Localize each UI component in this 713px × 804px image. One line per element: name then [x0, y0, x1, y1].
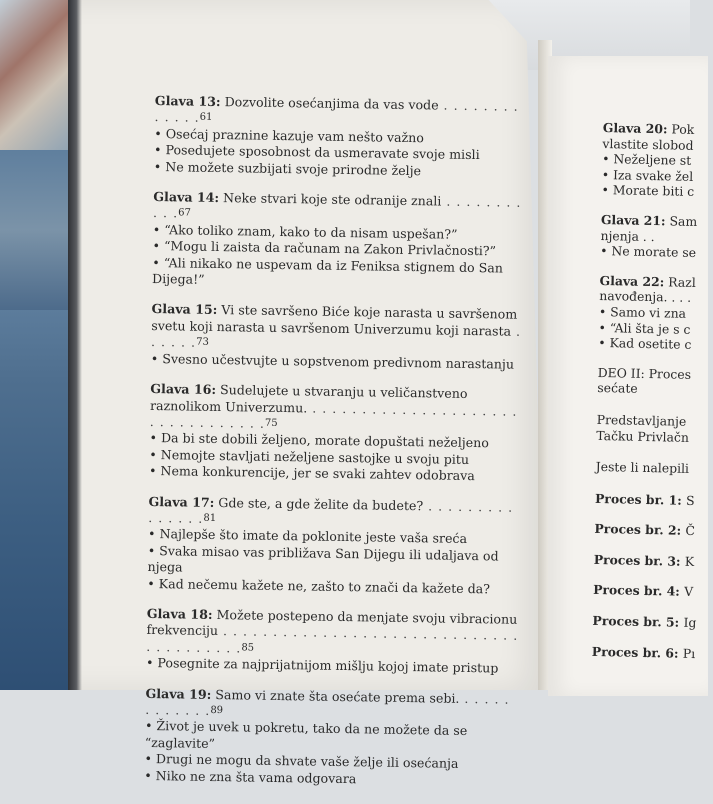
chapter-label: Glava 22:	[599, 272, 665, 290]
chapter-label: Glava 21:	[600, 211, 666, 229]
chapter-subtopic: • Iza svake žel	[602, 167, 712, 185]
page-number: 67	[178, 207, 191, 220]
chapter-heading	[150, 381, 523, 436]
process-entry-5	[592, 613, 702, 631]
process-title: K	[684, 553, 695, 569]
chapter-title: Samo vi znate šta osećate prema sebi.	[215, 686, 460, 706]
toc-chapter-17	[147, 493, 521, 597]
dot-leader: . . . . . . . . . . . . . . . . . . . . . . . . . . . . . . . . .	[149, 399, 518, 431]
chapter-title: Vi ste savršeno Biće koje narasta u savršenom svetu koji narasta u savršenom Univerzumu koji narasta	[151, 302, 518, 339]
section-title	[597, 365, 708, 398]
intro-entry	[596, 412, 707, 445]
process-title: Pı	[682, 645, 696, 661]
chapter-title: Dozvolite osećanjima da vas vode	[224, 94, 439, 113]
dot-leader: . . . . . .	[150, 323, 522, 350]
process-entry-6	[592, 644, 702, 662]
chapter-label: Glava 19:	[145, 685, 212, 702]
chapter-subtopic: • Osećaj praznine kazuje vam nešto važno	[154, 126, 526, 148]
page-number: 61	[199, 112, 213, 124]
chapter-title-continued: vlastite slobod	[602, 135, 694, 153]
chapter-subtopic: • Kad nečemu kažete ne, zašto to znači da kažete da?	[147, 576, 519, 598]
process-label: Proces br. 3:	[593, 551, 681, 569]
chapter-heading	[154, 93, 526, 132]
chapter-subtopic: • Svaka misao vas približava San Dijegu ili udaljava od njega	[147, 543, 519, 582]
process-title: S	[685, 492, 695, 508]
process-label: Proces br. 4:	[593, 582, 681, 600]
chapter-subtopic: • Posegnite za najprijatnijom mišlju kojoj imate pristup	[146, 655, 518, 677]
toc-chapter-18	[146, 606, 519, 677]
toc-chapter-22	[598, 273, 710, 353]
dot-leader: . . . . . . . . . . .	[152, 193, 522, 221]
toc-chapter-21	[600, 212, 711, 261]
toc-chapter-16	[149, 381, 523, 485]
toc-chapter-19	[144, 686, 518, 790]
page-number: 75	[264, 417, 278, 429]
process-title: V	[684, 584, 694, 600]
chapter-subtopic: • Drugi ne mogu da shvate vaše želje ili osećanja	[144, 751, 516, 773]
page-number: 85	[241, 642, 255, 654]
process-entry-2	[594, 521, 704, 539]
process-label: Proces br. 2:	[594, 521, 682, 539]
chapter-subtopic: • Da bi ste dobili željeno, morate dopuštati neželjeno	[149, 430, 521, 452]
chapter-subtopic: • Najlepše što imate da poklonite jeste vaša sreća	[148, 526, 520, 548]
dot-leader: . . . . . . . . . . . . .	[154, 97, 519, 126]
chapter-label: Glava 15:	[151, 301, 218, 318]
chapter-title: Pok	[671, 121, 695, 137]
chapter-label: Glava 13:	[154, 93, 221, 110]
chapter-label: Glava 17:	[148, 493, 215, 510]
chapter-subtopic: • Kad osetite c	[598, 335, 708, 353]
chapter-title: Neke stvari koje ste odranije znali	[223, 190, 442, 209]
chapter-subtopic: • Ne morate se	[600, 243, 710, 261]
chapter-subtopic: • Posedujete sposobnost da usmeravate svoje misli	[154, 142, 526, 164]
table-of-contents-left	[144, 93, 527, 804]
page-number: 89	[210, 704, 224, 717]
chapter-title: Sudelujete u stvaranju u veličanstveno raznolikom Univerzumu.	[149, 382, 468, 415]
dot-leader: . . . . . . . . . . . . . . . . . . . . . . . . . . . . . . . . . . . . . . . .	[146, 623, 519, 656]
chapter-title: Gde ste, a gde želite da budete?	[218, 494, 424, 513]
process-label: Proces br. 6:	[591, 643, 679, 661]
chapter-subtopic: • Niko ne zna šta vama odgovara	[144, 768, 516, 790]
chapter-subtopic: • “Ako toliko znam, kako to da nisam uspešan?”	[153, 222, 525, 244]
toc-chapter-15	[151, 301, 524, 372]
intro-line: Tačku Privlačn	[596, 427, 690, 445]
process-entry-4	[593, 582, 703, 600]
toc-chapter-20	[601, 120, 713, 200]
chapter-title-continued: navođenja. . . .	[599, 288, 692, 306]
chapter-subtopic: • Svesno učestvujte u sopstvenom predivnom narastanju	[151, 351, 523, 373]
process-entry-1	[595, 491, 705, 509]
chapter-subtopic: • “Ali šta je s c	[598, 319, 708, 337]
chapter-title: Možete postepeno da menjate svoju vibracionu frekvenciju	[146, 607, 518, 639]
chapter-subtopic: • “Mogu li zaista da računam na Zakon Privlačnosti?”	[152, 238, 524, 260]
chapter-label: Glava 20:	[602, 120, 668, 137]
chapter-heading	[151, 301, 524, 356]
question-entry: Jeste li nalepili	[595, 459, 690, 476]
toc-chapter-14	[152, 189, 526, 293]
process-title: Ig	[683, 614, 697, 631]
section-title-line: sećate	[597, 380, 638, 397]
process-title: Č	[685, 523, 696, 539]
chapter-subtopic: • Ne možete suzbijati svoje prirodne želje	[154, 159, 526, 181]
chapter-subtopic: • Nemojte stavljati neželjene sastojke u svoju pitu	[149, 447, 521, 469]
chapter-subtopic: • “Ali nikako ne uspevam da iz Feniksa stignem do San Dijega!”	[152, 255, 524, 294]
chapter-subtopic: • Samo vi zna	[599, 304, 709, 322]
chapter-label: Glava 14:	[153, 189, 220, 206]
toc-chapter-13	[154, 93, 527, 181]
chapter-title-continued: njenja . .	[600, 227, 655, 244]
page-number: 81	[203, 512, 217, 524]
process-label: Proces br. 5:	[592, 612, 680, 630]
chapter-subtopic: • Morate biti c	[601, 182, 711, 200]
intro-line: Predstavljanje	[596, 411, 687, 429]
chapter-label: Glava 16:	[150, 381, 217, 398]
process-entry-3	[594, 552, 704, 570]
chapter-subtopic: • Neželjene st	[602, 151, 712, 169]
table-of-contents-right	[591, 120, 713, 676]
dot-leader: . . . . . . . . . . . .	[145, 690, 510, 718]
chapter-subtopic: • Nema konkurencije, jer se svaki zahtev odobrava	[149, 463, 521, 485]
chapter-heading	[146, 606, 519, 661]
process-label: Proces br. 1:	[594, 490, 682, 508]
dot-leader: . . . . . . . . . . . . . . .	[148, 497, 514, 526]
section-title-line: DEO II: Proces	[597, 364, 692, 382]
page-number: 73	[196, 336, 209, 349]
chapter-subtopic: • Život je uvek u pokretu, tako da ne možete da se “zaglavite”	[145, 718, 517, 757]
chapter-label: Glava 18:	[146, 605, 213, 622]
chapter-title: Razl	[668, 274, 696, 290]
chapter-title: Sam	[669, 213, 698, 229]
